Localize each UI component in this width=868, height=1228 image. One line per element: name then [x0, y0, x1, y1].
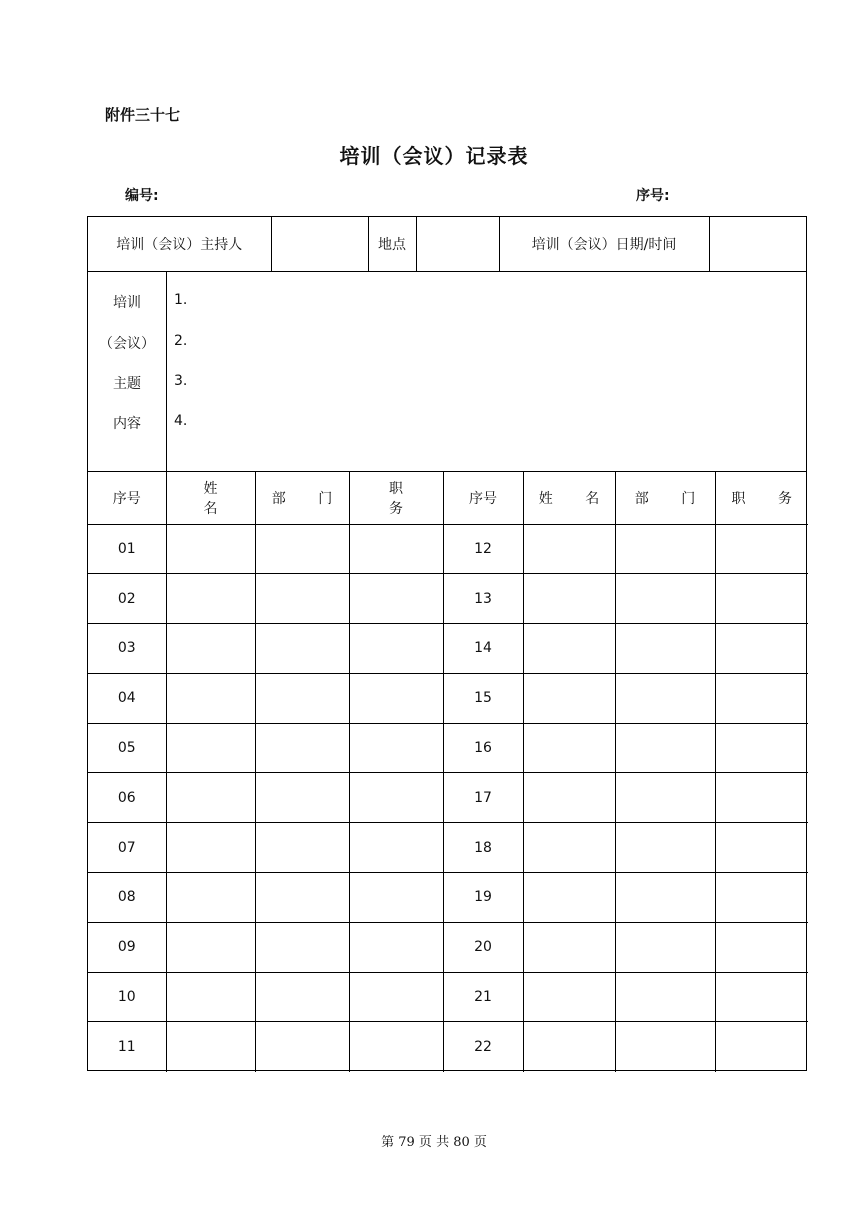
name-cell[interactable]: [523, 823, 615, 873]
attendance-table: [87, 471, 807, 1071]
topic-item[interactable]: 2.: [174, 333, 188, 349]
name-cell[interactable]: [166, 823, 255, 873]
name-cell[interactable]: [166, 922, 255, 972]
topic-label: [88, 272, 167, 471]
topic-section: [87, 271, 807, 472]
topic-label-line: （会议）: [99, 336, 155, 352]
name-cell[interactable]: [523, 773, 615, 823]
row-number: 02: [88, 574, 166, 624]
position-cell[interactable]: [349, 1022, 443, 1072]
info-table: [87, 216, 807, 272]
table-row: [88, 972, 808, 1022]
position-cell[interactable]: [715, 723, 808, 773]
name-cell[interactable]: [166, 723, 255, 773]
position-cell[interactable]: [715, 524, 808, 574]
host-field[interactable]: [271, 217, 368, 271]
department-cell[interactable]: [615, 972, 715, 1022]
department-cell[interactable]: [255, 624, 349, 674]
department-cell[interactable]: [615, 723, 715, 773]
row-number: 03: [88, 624, 166, 674]
code-label: 编号:: [125, 188, 159, 204]
position-cell[interactable]: [715, 922, 808, 972]
department-cell[interactable]: [255, 723, 349, 773]
document-title: 培训（会议）记录表: [339, 144, 529, 168]
position-cell[interactable]: [349, 922, 443, 972]
department-cell[interactable]: [255, 922, 349, 972]
department-cell[interactable]: [255, 972, 349, 1022]
position-cell[interactable]: [715, 823, 808, 873]
department-cell[interactable]: [615, 1022, 715, 1072]
name-cell[interactable]: [166, 574, 255, 624]
table-row: [88, 1022, 808, 1072]
table-row: [88, 723, 808, 773]
department-cell[interactable]: [255, 1022, 349, 1072]
position-cell[interactable]: [715, 873, 808, 923]
header-seq: 序号: [88, 472, 166, 524]
name-cell[interactable]: [523, 574, 615, 624]
department-cell[interactable]: [255, 823, 349, 873]
page-footer: 第 79 页 共 80 页: [381, 1135, 487, 1150]
table-row: [88, 574, 808, 624]
name-cell[interactable]: [523, 673, 615, 723]
header-department: 部 门: [615, 472, 715, 524]
position-cell[interactable]: [349, 723, 443, 773]
position-cell[interactable]: [349, 574, 443, 624]
row-number: 10: [88, 972, 166, 1022]
row-number: 14: [443, 624, 523, 674]
host-label: 培训（会议）主持人: [88, 217, 271, 271]
name-cell[interactable]: [523, 624, 615, 674]
position-cell[interactable]: [349, 823, 443, 873]
department-cell[interactable]: [615, 673, 715, 723]
location-label: 地点: [368, 217, 416, 271]
row-number: 05: [88, 723, 166, 773]
position-cell[interactable]: [349, 972, 443, 1022]
position-cell[interactable]: [715, 1022, 808, 1072]
position-cell[interactable]: [349, 624, 443, 674]
position-cell[interactable]: [715, 574, 808, 624]
department-cell[interactable]: [255, 574, 349, 624]
table-row: [88, 773, 808, 823]
name-cell[interactable]: [523, 524, 615, 574]
row-number: 11: [88, 1022, 166, 1072]
header-department: 部 门: [255, 472, 349, 524]
row-number: 04: [88, 673, 166, 723]
name-cell[interactable]: [166, 1022, 255, 1072]
row-number: 19: [443, 873, 523, 923]
row-number: 17: [443, 773, 523, 823]
row-number: 21: [443, 972, 523, 1022]
department-cell[interactable]: [615, 873, 715, 923]
row-number: 08: [88, 873, 166, 923]
department-cell[interactable]: [615, 773, 715, 823]
department-cell[interactable]: [255, 673, 349, 723]
position-cell[interactable]: [715, 673, 808, 723]
name-cell[interactable]: [523, 922, 615, 972]
department-cell[interactable]: [255, 873, 349, 923]
department-cell[interactable]: [255, 524, 349, 574]
table-row: [88, 673, 808, 723]
position-cell[interactable]: [349, 773, 443, 823]
row-number: 16: [443, 723, 523, 773]
row-number: 15: [443, 673, 523, 723]
topic-item[interactable]: 3.: [174, 373, 188, 389]
topic-label-line: 内容: [113, 416, 141, 432]
row-number: 22: [443, 1022, 523, 1072]
name-cell[interactable]: [166, 773, 255, 823]
row-number: 01: [88, 524, 166, 574]
position-cell[interactable]: [715, 624, 808, 674]
table-row: [88, 823, 808, 873]
table-header-row: [88, 472, 808, 524]
header-seq: 序号: [443, 472, 523, 524]
topic-label-line: 主题: [113, 376, 141, 392]
row-number: 18: [443, 823, 523, 873]
topic-label-line: 培训: [113, 295, 141, 311]
table-row: [88, 624, 808, 674]
annex-label: 附件三十七: [105, 106, 181, 124]
position-cell[interactable]: [715, 773, 808, 823]
department-cell[interactable]: [615, 922, 715, 972]
name-cell[interactable]: [166, 673, 255, 723]
header-name: 姓 名: [523, 472, 615, 524]
name-cell[interactable]: [523, 1022, 615, 1072]
position-cell[interactable]: [349, 873, 443, 923]
name-cell[interactable]: [523, 723, 615, 773]
row-number: 12: [443, 524, 523, 574]
name-cell[interactable]: [166, 873, 255, 923]
department-cell[interactable]: [615, 823, 715, 873]
department-cell[interactable]: [615, 574, 715, 624]
department-cell[interactable]: [255, 773, 349, 823]
row-number: 09: [88, 922, 166, 972]
row-number: 07: [88, 823, 166, 873]
row-number: 06: [88, 773, 166, 823]
header-position: 职 务: [349, 472, 443, 524]
name-cell[interactable]: [166, 972, 255, 1022]
name-cell[interactable]: [166, 624, 255, 674]
name-cell[interactable]: [166, 524, 255, 574]
location-field[interactable]: [416, 217, 499, 271]
table-row: [88, 873, 808, 923]
position-cell[interactable]: [349, 524, 443, 574]
table-row: [88, 524, 808, 574]
table-row: [88, 922, 808, 972]
datetime-label: 培训（会议）日期/时间: [499, 217, 709, 271]
row-number: 20: [443, 922, 523, 972]
header-name: 姓 名: [166, 472, 255, 524]
topic-item[interactable]: 1.: [174, 292, 188, 308]
position-cell[interactable]: [715, 972, 808, 1022]
header-position: 职 务: [715, 472, 808, 524]
name-cell[interactable]: [523, 873, 615, 923]
name-cell[interactable]: [523, 972, 615, 1022]
position-cell[interactable]: [349, 673, 443, 723]
department-cell[interactable]: [615, 524, 715, 574]
datetime-field[interactable]: [709, 217, 806, 271]
sequence-label: 序号:: [636, 188, 670, 204]
department-cell[interactable]: [615, 624, 715, 674]
row-number: 13: [443, 574, 523, 624]
topic-item[interactable]: 4.: [174, 413, 188, 429]
